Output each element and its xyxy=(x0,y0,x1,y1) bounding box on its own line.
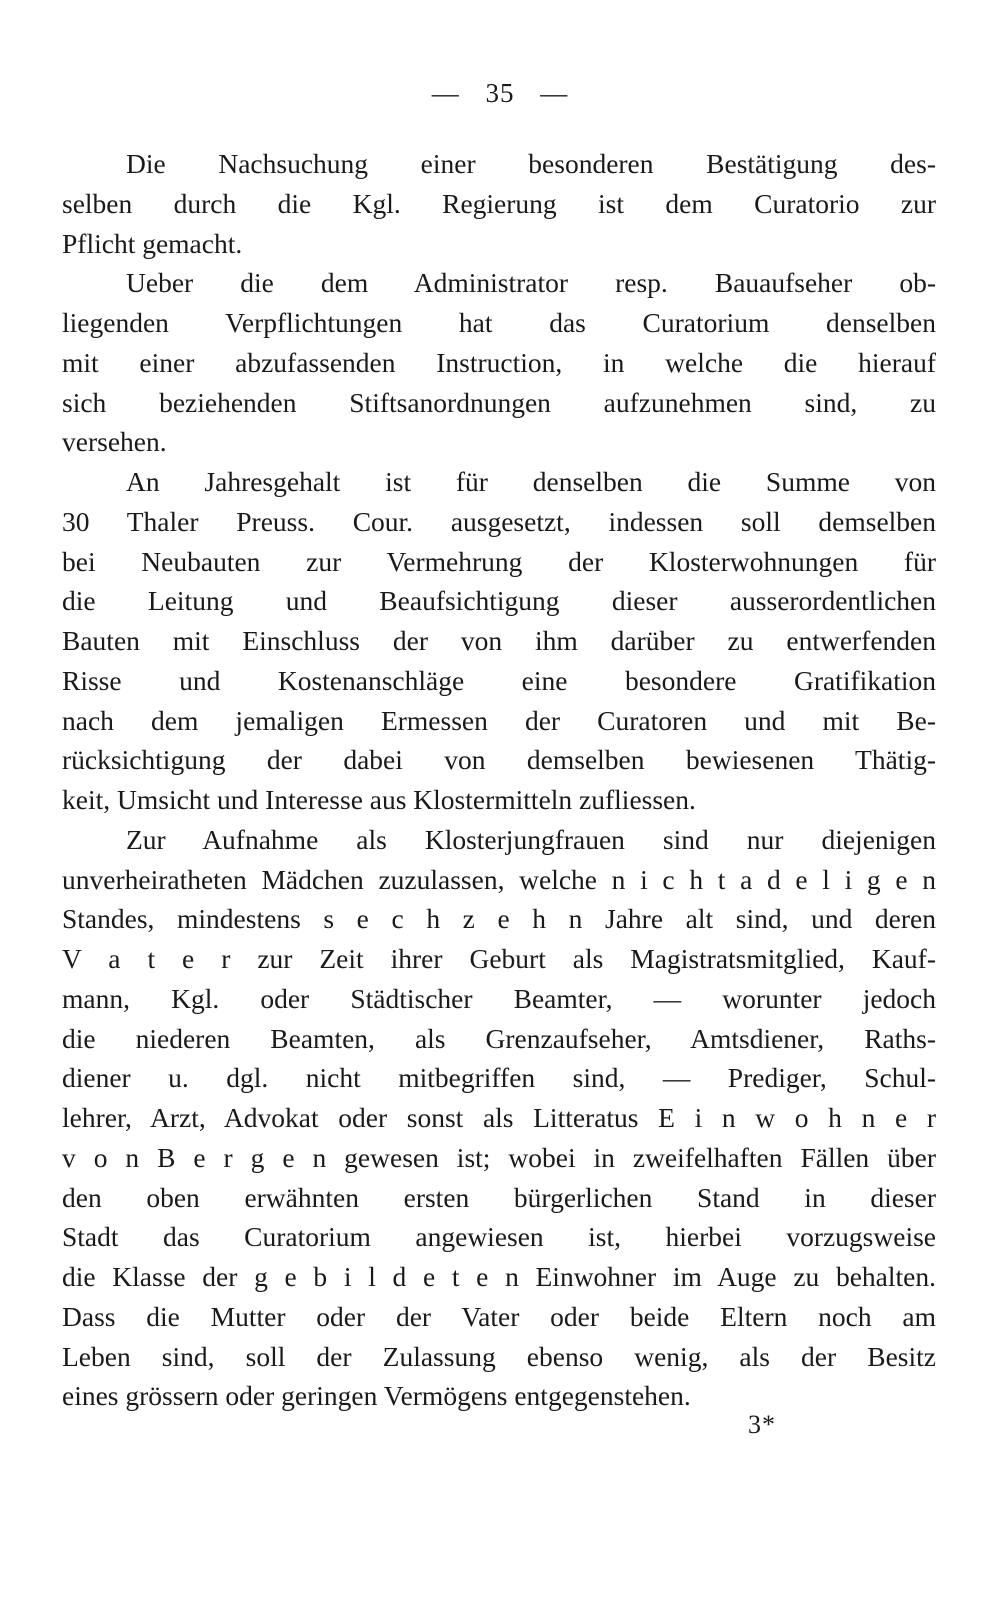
text-line: Bauten mit Einschluss der von ihm darüber zu entwerfenden xyxy=(62,625,936,656)
text-line: An Jahresgehalt ist für denselben die Summe von xyxy=(126,466,936,497)
text-line: liegenden Verpflichtungen hat das Curatorium denselben xyxy=(62,307,936,338)
text-line: Stadt das Curatorium angewiesen ist, hierbei vorzugsweise xyxy=(62,1221,936,1253)
text-line: eines grössern oder geringen Vermögens entgegenstehen. xyxy=(62,1380,691,1412)
header-dash-left: — xyxy=(431,78,460,108)
signature-mark: 3* xyxy=(748,1410,776,1439)
text-line: bei Neubauten zur Vermehrung der Klosterwohnungen für xyxy=(62,545,936,577)
text-line: Standes, mindestens s e c h z e h n Jahre alt sind, und deren xyxy=(62,903,936,935)
text-line: die Leitung und Beaufsichtigung dieser ausserordentlichen xyxy=(62,585,936,617)
text-line: lehrer, Arzt, Advokat oder sonst als Litteratus E i n w o h n e r xyxy=(62,1102,936,1133)
text-line: Pflicht gemacht. xyxy=(62,227,243,259)
page-number: 35 xyxy=(485,78,515,108)
text-line: keit, Umsicht und Interesse aus Klostermitteln zufliessen. xyxy=(62,784,696,815)
header-dash-right: — xyxy=(540,78,569,108)
text-line: mit einer abzufassenden Instruction, in welche die hierauf xyxy=(62,346,936,378)
text-line: Risse und Kostenanschläge eine besondere Gratifikation xyxy=(62,664,936,696)
text-line: Die Nachsuchung einer besonderen Bestätigung des- xyxy=(126,148,936,179)
text-line: 30 Thaler Preuss. Cour. ausgesetzt, indessen soll demselben xyxy=(62,505,936,537)
text-line: diener u. dgl. nicht mitbegriffen sind, — Prediger, Schul- xyxy=(62,1062,936,1094)
text-line: sich beziehenden Stiftsanordnungen aufzunehmen sind, zu xyxy=(62,386,936,418)
body-text xyxy=(62,144,936,1416)
text-line: rücksichtigung der dabei von demselben bewiesenen Thätig- xyxy=(62,744,936,776)
page-header xyxy=(0,78,1000,109)
text-line: selben durch die Kgl. Regierung ist dem Curatorio zur xyxy=(62,187,936,219)
text-line: die niederen Beamten, als Grenzaufseher, Amtsdiener, Raths- xyxy=(62,1022,936,1054)
text-line: unverheiratheten Mädchen zuzulassen, welche n i c h t a d e l i g e n xyxy=(62,863,936,895)
text-line: nach dem jemaligen Ermessen der Curatoren und mit Be- xyxy=(62,704,936,736)
text-line: v o n B e r g e n gewesen ist; wobei in zweifelhaften Fällen über xyxy=(62,1141,936,1173)
text-line: mann, Kgl. oder Städtischer Beamter, — worunter jedoch xyxy=(62,982,936,1014)
text-line: Ueber die dem Administrator resp. Bauaufseher ob- xyxy=(126,267,936,299)
text-line: V a t e r zur Zeit ihrer Geburt als Magistratsmitglied, Kauf- xyxy=(62,943,936,974)
text-line: den oben erwähnten ersten bürgerlichen Stand in dieser xyxy=(62,1181,936,1213)
text-line: die Klasse der g e b i l d e t e n Einwohner im Auge zu behalten. xyxy=(62,1261,936,1292)
text-line: Leben sind, soll der Zulassung ebenso wenig, als der Besitz xyxy=(62,1340,936,1372)
text-line: Zur Aufnahme als Klosterjungfrauen sind nur diejenigen xyxy=(126,823,936,855)
text-line: versehen. xyxy=(62,426,167,458)
text-line: Dass die Mutter oder der Vater oder beide Eltern noch am xyxy=(62,1300,936,1332)
